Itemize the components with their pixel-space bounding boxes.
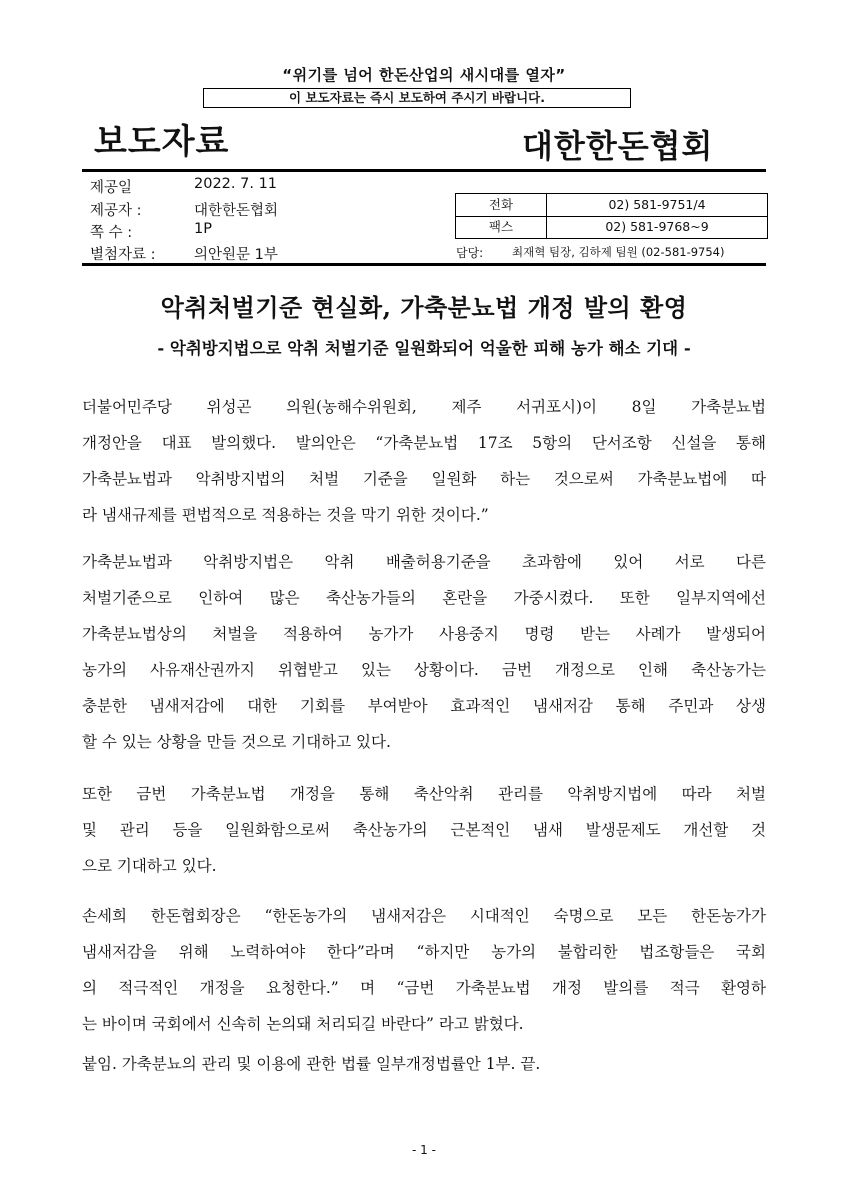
body-line: 의 적극적인 개정을 요청한다.” 며 “금번 가축분뇨법 개정 발의를 적극 환영하 xyxy=(82,979,766,997)
manager-label: 담당: xyxy=(456,246,484,260)
organization-name: 대한한돈협회 xyxy=(522,127,714,165)
body-line: 개정안을 대표 발의했다. 발의안은 “가축분뇨법 17조 5항의 단서조항 신설을 통해 xyxy=(82,434,766,452)
slogan: “위기를 넘어 한돈산업의 새시대를 열자” xyxy=(282,66,566,84)
meta-label-attachment: 별첨자료 : xyxy=(90,247,156,263)
body-line: 충분한 냄새저감에 대한 기회를 부여받아 효과적인 냄새저감 통해 주민과 상생 xyxy=(82,697,766,715)
meta-label-date: 제공일 xyxy=(90,180,133,196)
fax-number: 02) 581-9768~9 xyxy=(605,219,709,234)
meta-value-pages: 1P xyxy=(194,221,212,237)
contact-row-fax xyxy=(456,216,767,238)
page-number: - 1 - xyxy=(412,1143,436,1157)
body-line: 손세희 한돈협회장은 “한돈농가의 냄새저감은 시대적인 숙명으로 모든 한돈농가가 xyxy=(82,907,766,925)
press-release-title: 보도자료 xyxy=(94,122,230,162)
meta-label-pages: 쪽 수 : xyxy=(90,225,133,241)
body-line: 농가의 사유재산권까지 위협받고 있는 상황이다. 금번 개정으로 인해 축산농가는 xyxy=(82,661,766,679)
phone-number: 02) 581-9751/4 xyxy=(608,197,706,212)
body-line: 가축분뇨법과 악취방지법은 악취 배출허용기준을 초과함에 있어 서로 다른 xyxy=(82,553,766,571)
manager-value: 최재혁 팀장, 김하제 팀원 (02-581-9754) xyxy=(512,245,725,259)
header-rule-bottom xyxy=(82,263,766,266)
fax-label: 팩스 xyxy=(456,216,547,238)
immediate-release-notice: 이 보도자료는 즉시 보도하여 주시기 바랍니다. xyxy=(203,88,631,108)
header-rule-top xyxy=(82,169,766,172)
body-line: 으로 기대하고 있다. xyxy=(82,857,217,875)
body-line: 는 바이며 국회에서 신속히 논의돼 처리되길 바란다” 라고 밝혔다. xyxy=(82,1015,524,1033)
body-line: 처벌기준으로 인하여 많은 축산농가들의 혼란을 가중시켰다. 또한 일부지역에선 xyxy=(82,589,766,607)
phone-label: 전화 xyxy=(456,194,547,216)
body-line: 할 수 있는 상황을 만들 것으로 기대하고 있다. xyxy=(82,733,391,751)
subheadline: - 악취방지법으로 악취 처벌기준 일원화되어 억울한 피해 농가 해소 기대 - xyxy=(157,339,691,358)
body-line: 가축분뇨법과 악취방지법의 처벌 기준을 일원화 하는 것으로써 가축분뇨법에 따 xyxy=(82,470,766,488)
meta-value-provider: 대한한돈협회 xyxy=(194,203,279,219)
meta-value-attachment: 의안원문 1부 xyxy=(194,247,278,263)
contact-table xyxy=(455,193,768,239)
body-line: 가축분뇨법상의 처벌을 적용하여 농가가 사용중지 명령 받는 사례가 발생되어 xyxy=(82,625,766,643)
body-line: 또한 금번 가축분뇨법 개정을 통해 축산악취 관리를 악취방지법에 따라 처벌 xyxy=(82,785,766,803)
meta-value-date: 2022. 7. 11 xyxy=(194,176,278,192)
contact-row-phone xyxy=(456,194,767,217)
body-line: 더불어민주당 위성곤 의원(농해수위원회, 제주 서귀포시)이 8일 가축분뇨법 xyxy=(82,398,766,416)
body-line: 및 관리 등을 일원화함으로써 축산농가의 근본적인 냄새 발생문제도 개선할 것 xyxy=(82,821,766,839)
body-line: 냄새저감을 위해 노력하여야 한다”라며 “하지만 농가의 불합리한 법조항들은 국회 xyxy=(82,943,766,961)
body-line: 라 냄새규제를 편법적으로 적용하는 것을 막기 위한 것이다.” xyxy=(82,506,489,524)
headline: 악취처벌기준 현실화, 가축분뇨법 개정 발의 환영 xyxy=(160,293,688,322)
meta-label-provider: 제공자 : xyxy=(90,203,142,219)
attachment-note: 붙임. 가축분뇨의 관리 및 이용에 관한 법률 일부개정법률안 1부. 끝. xyxy=(82,1055,541,1073)
